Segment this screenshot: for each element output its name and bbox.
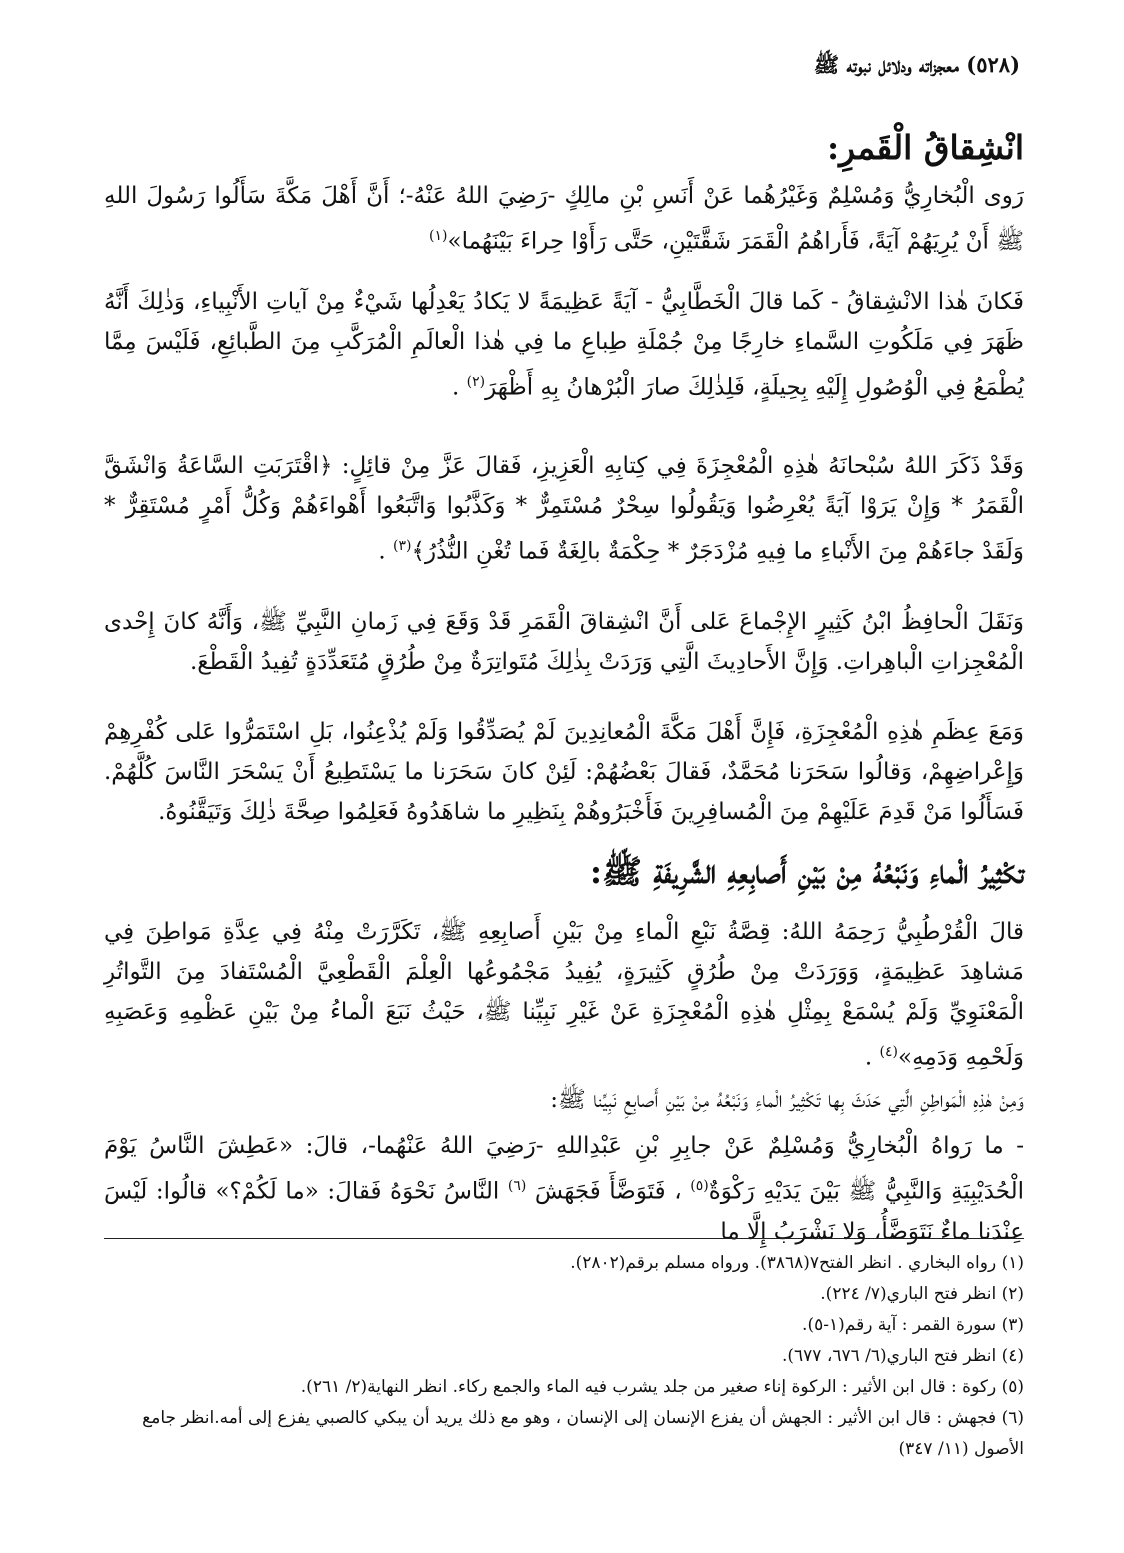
paragraph-1 [104, 176, 1024, 262]
paragraph-1-text: رَوى الْبُخارِيُّ وَمُسْلِمٌ وَغَيْرُهُما عَنْ أَنَسِ بْنِ مالِكٍ -رَضِيَ اللهُ عَنْهُ-؛ أَنَّ أَهْلَ مَكَّةَ سَأَلُوا رَسُولَ اللهِ ﷺ أَنْ يُرِيَهُمْ آيَةً، فَأَراهُمُ الْقَمَرَ شَقَّتَيْنِ، حَتَّى رَأَوْا حِراءَ بَيْنَهُما» [104, 183, 1024, 255]
footnote-ref-5: (٥) [690, 1178, 709, 1194]
footnote-item: (٢) انظر فتح الباري(٧/ ٢٢٤). [820, 1284, 1024, 1304]
footnote-separator [104, 1238, 1024, 1239]
paragraph-2 [104, 282, 1024, 408]
footnote-ref-6: (٦) [507, 1178, 527, 1194]
footnote-item: (٣) سورة القمر : آية رقم(١-٥). [802, 1315, 1024, 1335]
footnote-item: (٤) انظر فتح الباري(٦/ ٦٧٦، ٦٧٧). [781, 1346, 1024, 1366]
footnote-ref-2: (٢) [466, 374, 486, 390]
paragraph-6-text: قالَ الْقُرْطُبِيُّ رَحِمَهُ اللهُ: قِصَّةُ نَبْعِ الْماءِ مِنْ بَيْنِ أَصابِعِهِ ﷺ، تَكَرَّرَتْ مِنْهُ فِي عِدَّةِ مَواطِنَ فِي مَشاهِدَ عَظِيمَةٍ، وَوَرَدَتْ مِنْ طُرُقٍ كَثِيرَةٍ، يُفِيدُ مَجْمُوعُها الْعِلْمَ الْقَطْعِيَّ الْمُسْتَفادَ مِنَ التَّواتُرِ الْمَعْنَوِيِّ وَلَمْ يُسْمَعْ بِمِثْلِ هٰذِهِ الْمُعْجِزَةِ عَنْ غَيْرِ نَبِيِّنا ﷺ، حَيْثُ نَبَعَ الْماءُ مِنْ بَيْنِ عَظْمِهِ وَعَصَبِهِ وَلَحْمِهِ وَدَمِهِ» [104, 919, 1024, 1071]
paragraph-5-text: وَمَعَ عِظَمِ هٰذِهِ الْمُعْجِزَةِ، فَإِنَّ أَهْلَ مَكَّةَ الْمُعانِدِينَ لَمْ يُصَدِّقُوا وَلَمْ يُذْعِنُوا، بَلِ اسْتَمَرُّوا عَلى كُفْرِهِمْ وَإِعْراضِهِمْ، وَقالُوا سَحَرَنا مُحَمَّدٌ، فَقالَ بَعْضُهُمْ: لَئِنْ كانَ سَحَرَنا ما يَسْتَطِيعُ أَنْ يَسْحَرَ النَّاسَ كُلَّهُمْ. فَسَأَلُوا مَنْ قَدِمَ عَلَيْهِمْ مِنَ الْمُسافِرِينَ فَأَخْبَرُوهُمْ بِنَظِيرِ ما شاهَدُوهُ فَعَلِمُوا صِحَّةَ ذٰلِكَ وَتَيَقَّنُوهُ. [104, 719, 1024, 825]
running-header: (٥٢٨) معجزاته ودلائل نبوته ﷺ [813, 52, 1020, 77]
footnote-item: (٥) ركوة : قال ابن الأثير : الركوة إناء صغير من جلد يشرب فيه الماء والجمع ركاء. انظر النهاية(٢/ ٢٦١). [300, 1377, 1024, 1397]
section-heading-water-multiplication: تكْثِيرُ الْماءِ وَنَبْعُهُ مِنْ بَيْنِ أَصابِعِهِ الشَّرِيفَةِ ﷺ: [589, 852, 1024, 891]
paragraph-3-end: . [378, 538, 394, 565]
paragraph-4-text: وَنَقَلَ الْحافِظُ ابْنُ كَثِيرٍ الإِجْماعَ عَلى أَنَّ انْشِقاقَ الْقَمَرِ قَدْ وَقَعَ فِي زَمانِ النَّبِيِّ ﷺ، وَأَنَّهُ كانَ إِحْدى الْمُعْجِزاتِ الْباهِراتِ. وَإِنَّ الأَحادِيثَ الَّتِي وَرَدَتْ بِذٰلِكَ مُتَواتِرَةٌ مِنْ طُرُقٍ مُتَعَدِّدَةٍ تُفِيدُ الْقَطْعَ. [104, 609, 1024, 675]
paragraph-7-text: وَمِنْ هٰذِهِ الْمَواطِنِ الَّتِي حَدَثَ بِها تَكْثِيرُ الْماءِ وَنَبْعُهُ مِنْ بَيْنِ أَصابِعِ نَبِيِّنا ﷺ: [550, 1087, 1024, 1113]
paragraph-7 [104, 1080, 1024, 1120]
paragraph-2-end: . [452, 374, 467, 401]
footnote-item: (٦) فجهش : قال ابن الأثير : الجهش أن يفزع الإنسان إلى الإنسان ، وهو مع ذلك يريد أن يبكي كالصبي يفزع إلى أمه.انظر جامع الأصول (١١/ ٣٤٧) [142, 1408, 1024, 1459]
paragraph-6 [104, 912, 1024, 1078]
paragraph-5 [104, 712, 1024, 832]
footnote-item: (١) رواه البخاري . انظر الفتح٧(٣٨٦٨). ورواه مسلم برقم(٢٨٠٢). [570, 1253, 1024, 1273]
paragraph-8-text-b: ، فَتَوَضَّأَ فَجَهَشَ [526, 1178, 691, 1205]
paragraph-3 [104, 446, 1024, 572]
paragraph-2-text: فَكانَ هٰذا الانْشِقاقُ - كَما قالَ الْخَطَّابِيُّ - آيَةً عَظِيمَةً لا يَكادُ يَعْدِلُها شَيْءٌ مِنْ آياتِ الأَنْبِياءِ، وَذٰلِكَ أَنَّهُ ظَهَرَ فِي مَلَكُوتِ السَّماءِ خارِجًا مِنْ جُمْلَةِ طِباعِ ما فِي هٰذا الْعالَمِ الْمُرَكَّبِ مِنَ الطَّبائِعِ، فَلَيْسَ مِمَّا يُطْمَعُ فِي الْوُصُولِ إِلَيْهِ بِحِيلَةٍ، فَلِذٰلِكَ صارَ الْبُرْهانُ بِهِ أَظْهَرَ [104, 289, 1024, 401]
paragraph-8-text-a: - ما رَواهُ الْبُخارِيُّ وَمُسْلِمٌ عَنْ جابِرِ بْنِ عَبْدِاللهِ -رَضِيَ اللهُ عَنْهُما-، قالَ: «عَطِشَ النَّاسُ يَوْمَ الْحُدَيْبِيَةِ وَالنَّبِيُّ ﷺ بَيْنَ يَدَيْهِ رَكْوَةٌ [104, 1133, 1025, 1205]
section-heading-moon-splitting: انْشِقاقُ الْقَمرِ: [826, 128, 1024, 167]
paragraph-6-end: . [864, 1044, 880, 1071]
footnote-ref-3: (٣) [393, 538, 412, 554]
footnote-ref-4: (٤) [879, 1044, 899, 1060]
paragraph-4 [104, 602, 1024, 682]
paragraph-8 [104, 1126, 1024, 1252]
footnotes [104, 1248, 1024, 1465]
paragraph-3-text: وَقَدْ ذَكَرَ اللهُ سُبْحانَهُ هٰذِهِ الْمُعْجِزَةَ فِي كِتابِهِ الْعَزِيزِ، فَقالَ عَزَّ مِنْ قائِلٍ: ﴿اقْتَرَبَتِ السَّاعَةُ وَانْشَقَّ الْقَمَرُ * وَإِنْ يَرَوْا آيَةً يُعْرِضُوا وَيَقُولُوا سِحْرٌ مُسْتَمِرٌّ * وَكَذَّبُوا وَاتَّبَعُوا أَهْواءَهُمْ وَكُلُّ أَمْرٍ مُسْتَقِرٌّ * وَلَقَدْ جاءَهُمْ مِنَ الأَنْباءِ ما فِيهِ مُزْدَجَرٌ * حِكْمَةٌ بالِغَةٌ فَما تُغْنِ النُّذُرُ﴾ [104, 453, 1024, 565]
paragraph-8-text-c: النَّاسُ نَحْوَهُ فَقالَ: «ما لَكُمْ؟» قالُوا: لَيْسَ عِنْدَنا ماءٌ نَتَوَضَّأُ، وَلا نَشْرَبُ إِلَّا ما [104, 1178, 1024, 1245]
footnote-ref-1: (١) [429, 228, 448, 244]
